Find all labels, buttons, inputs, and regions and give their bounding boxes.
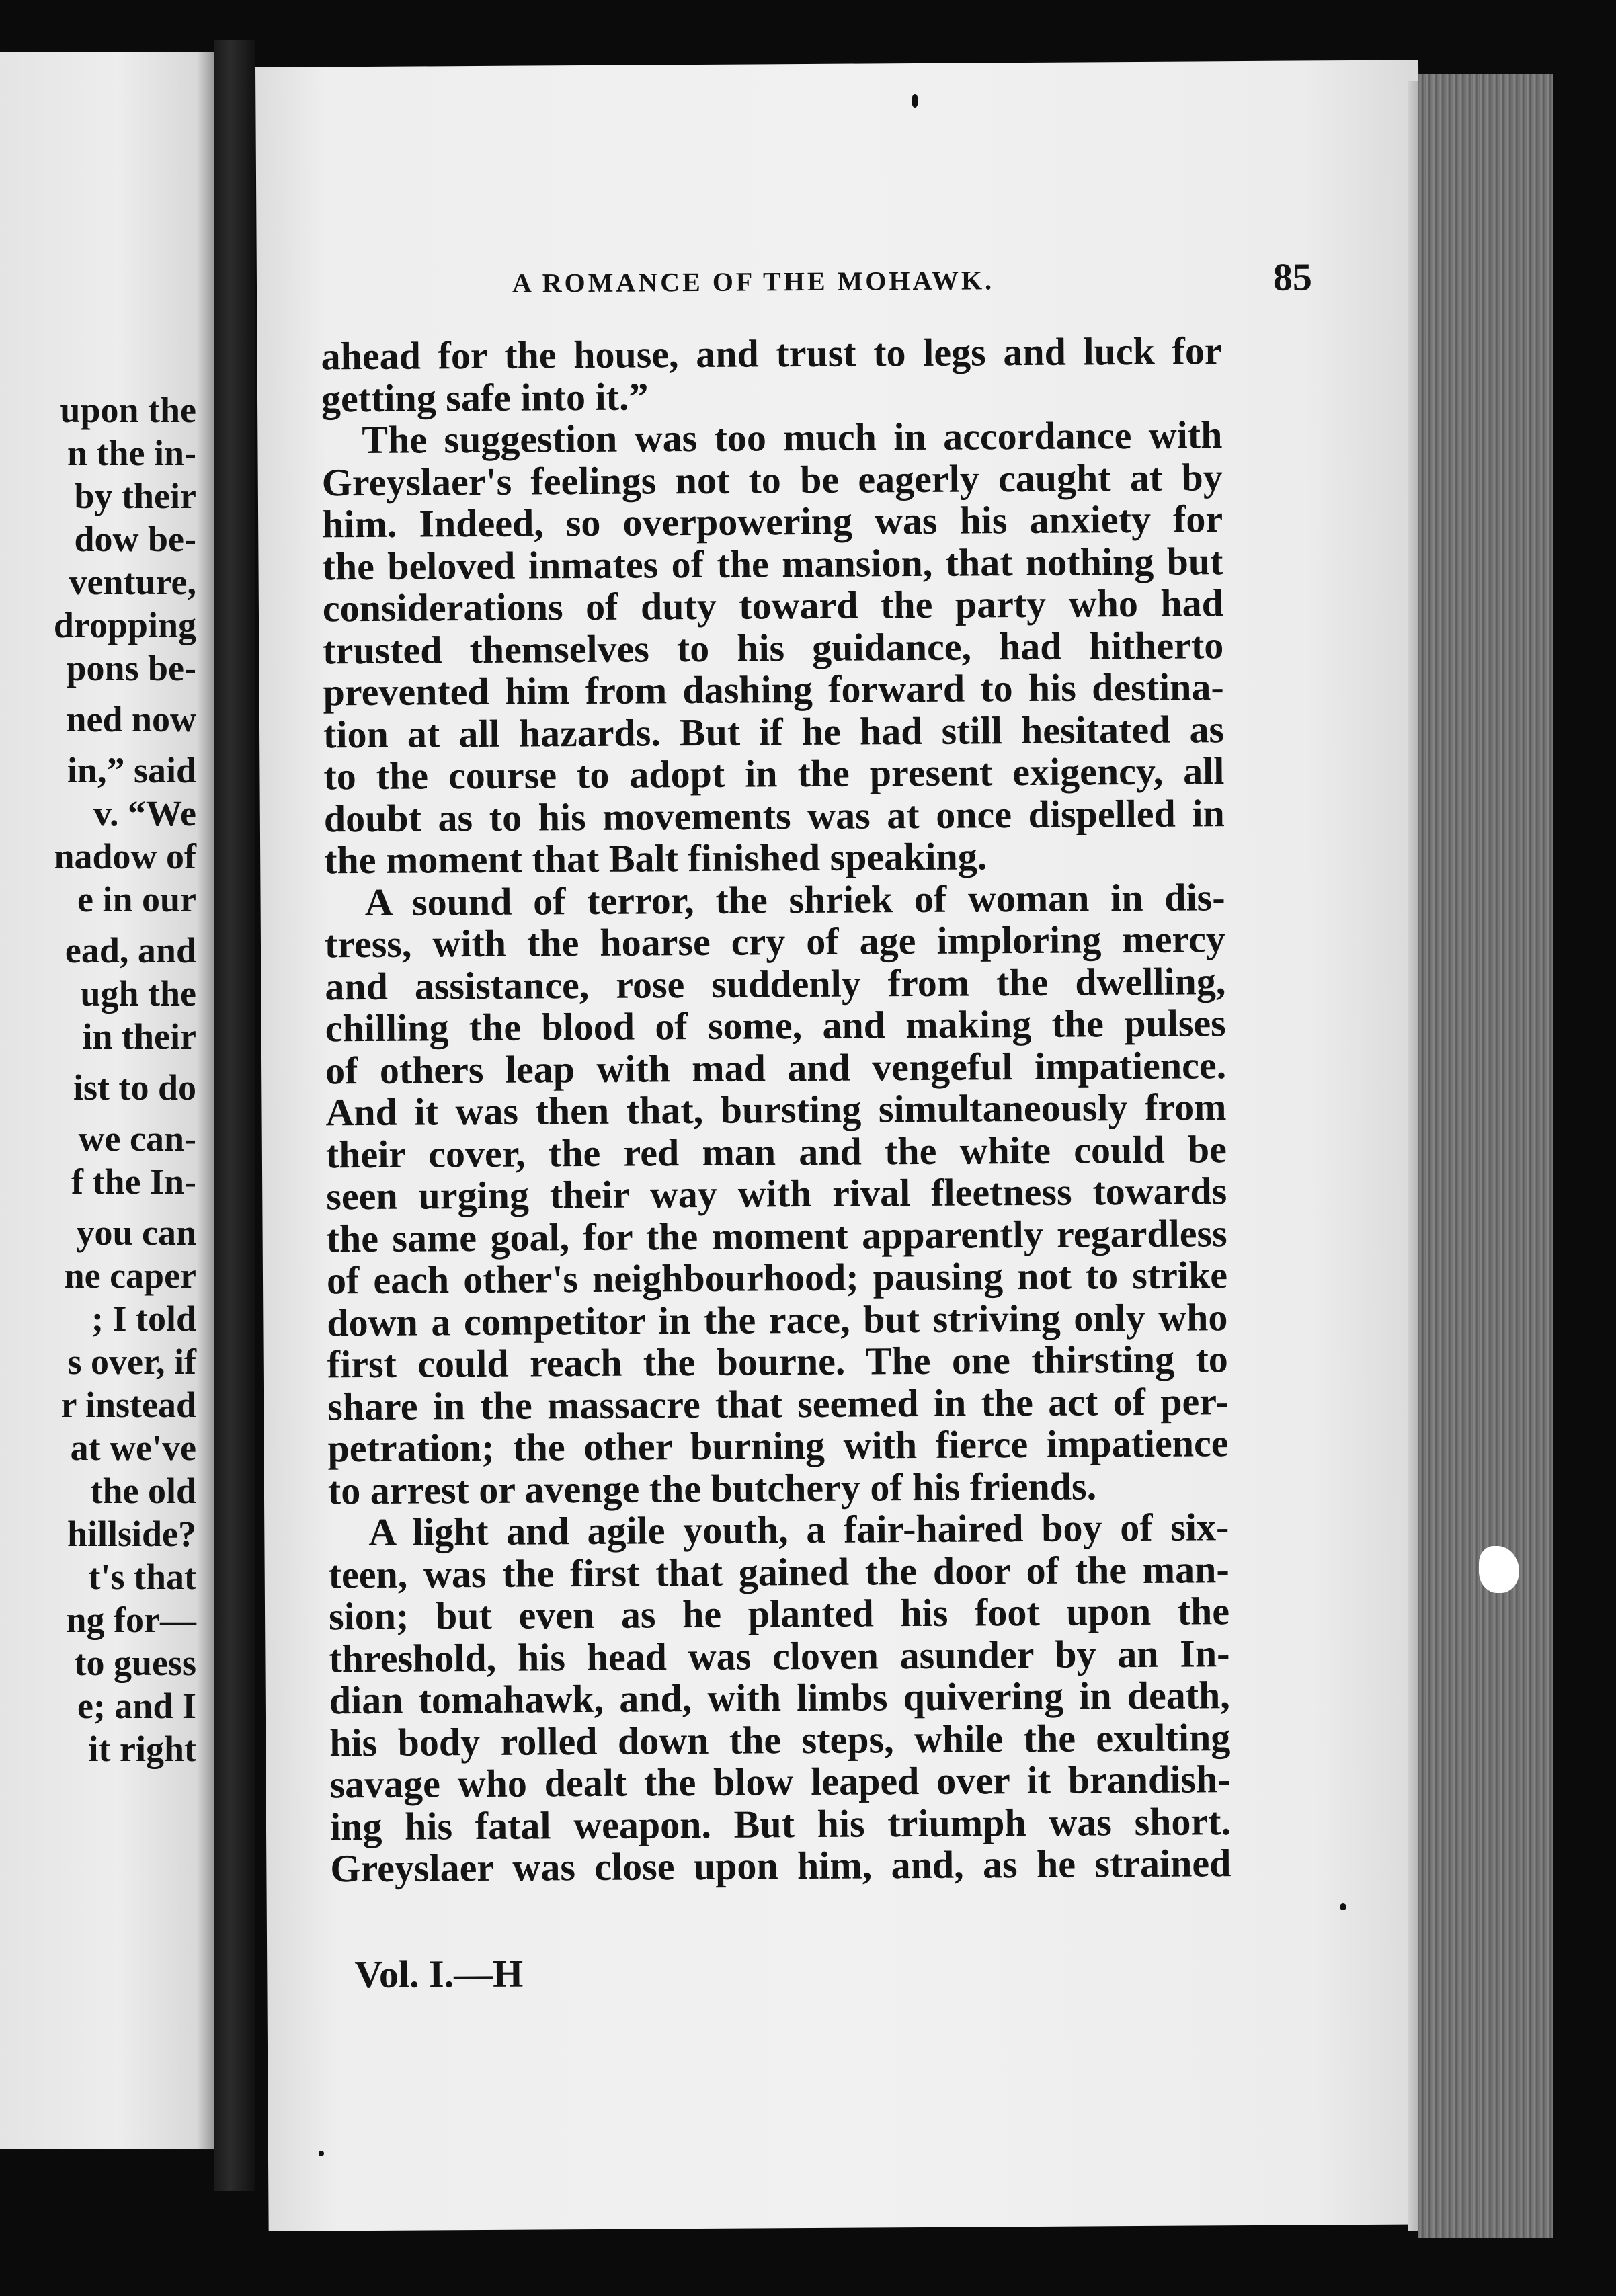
left-text-line: upon the [60,390,196,430]
left-text-line: e; and I [77,1686,196,1726]
body-text-line: And it was then that, bursting simultaneously from [325,1085,1227,1135]
left-text-line: venture, [69,562,196,602]
left-text-line: t's that [88,1557,196,1597]
left-text-line: dow be- [74,519,196,559]
body-text-line: trusted themselves to his guidance, had hitherto [323,622,1224,672]
body-text-line: to arrest or avenge the butchery of his friends. [327,1463,1097,1512]
left-text-line: ist to do [73,1067,196,1108]
body-text-line: seen urging their way with rival fleetness towards [326,1169,1227,1219]
body-text-line: the same goal, for the moment apparently regardless [326,1211,1227,1260]
body-text-line: dian tomahawk, and, with limbs quivering in death, [329,1673,1231,1723]
body-text-line: share in the massacre that seemed in the act of per- [327,1379,1229,1428]
ink-speck [912,94,918,108]
book-gutter [214,40,255,2191]
left-text-line: we can- [78,1118,196,1159]
left-text-line: nadow of [54,836,196,876]
left-text-line: ng for— [66,1600,196,1640]
left-text-line: ne caper [64,1256,196,1296]
left-text-line: to guess [74,1643,196,1683]
ink-speck [319,2151,324,2156]
ink-speck [1340,1903,1346,1910]
body-text-line: teen, was the first that gained the door of the man- [328,1547,1229,1596]
body-text-line: ahead for the house, and trust to legs and luck for [321,329,1222,378]
body-text-line: and assistance, rose suddenly from the dwelling, [325,958,1226,1008]
left-page-fragment [0,52,214,2149]
body-text-line: the beloved inmates of the mansion, that nothing but [322,538,1223,588]
body-text-line: chilling the blood of some, and making the pulses [325,1001,1226,1051]
left-text-line: r instead [60,1385,196,1425]
left-text-line: ; I told [91,1299,196,1339]
left-text-line: e in our [77,879,196,919]
left-text-line: hillside? [67,1514,196,1554]
left-page-text [54,388,196,1770]
left-text-line [54,1109,196,1117]
body-text-line: their cover, the red man and the white could be [325,1126,1227,1176]
left-text-line: at we've [70,1428,196,1468]
left-text-line: in,” said [67,750,196,790]
left-text-line: pons be- [66,648,196,688]
left-text-line: ugh the [80,973,196,1014]
left-text-line: it right [88,1729,196,1769]
body-text-line: doubt as to his movements was at once dispelled in [323,790,1225,840]
body-text-line: getting safe into it.” [321,374,649,420]
left-text-line: v. “We [93,793,196,833]
body-text-line: the moment that Balt finished speaking. [324,834,987,883]
body-text [321,330,1231,1890]
left-text-line: f the In- [71,1161,196,1202]
right-page [255,60,1432,2231]
left-text-line [54,741,196,749]
body-text-line: The suggestion was too much in accordance with [362,413,1223,462]
body-text-line: Greyslaer was close upon him, and, as he strained [330,1841,1231,1891]
left-text-line: you can [76,1213,196,1253]
running-head: A ROMANCE OF THE MOHAWK. [512,265,995,298]
body-text-line: Greyslaer's feelings not to be eagerly caught at by [321,454,1223,504]
left-text-line: in their [82,1016,196,1057]
signature-mark: Vol. I.—H [354,1951,524,1997]
left-text-line: the old [90,1471,196,1511]
left-text-line: dropping [53,605,196,645]
body-text-line: savage who dealt the blow leaped over it brandish- [329,1757,1231,1807]
body-text-line: prevented him from dashing forward to his destina- [323,665,1224,714]
body-text-line: of others leap with mad and vengeful impatience. [325,1042,1227,1092]
body-text-line: tress, with the hoarse cry of age imploring mercy [324,917,1226,967]
body-text-line: first could reach the bourne. The one thirsting to [327,1337,1228,1387]
page-edges [1418,74,1553,2238]
body-text-line: petration; the other burning with fierce impatience [327,1421,1229,1471]
left-text-line: ned now [66,699,196,739]
body-text-line: A light and agile youth, a fair-haired boy of six- [368,1505,1229,1555]
body-text-line: of each other's neighbourhood; pausing not to strike [326,1253,1228,1303]
body-text-line: sion; but even as he planted his foot upon the [328,1589,1230,1639]
left-text-line [54,921,196,929]
left-text-line: ead, and [65,930,196,971]
body-text-line: ing his fatal weapon. But his triumph was short. [329,1799,1231,1848]
left-text-line: s over, if [67,1342,196,1382]
left-text-line: by their [74,476,196,516]
body-text-line: down a competitor in the race, but striving only who [327,1295,1228,1344]
left-text-line [54,1203,196,1211]
body-text-line: A sound of terror, the shriek of woman in dis- [364,874,1225,924]
left-text-line [54,690,196,698]
body-text-line: him. Indeed, so overpowering was his anxiety for [321,497,1223,546]
body-text-line: to the course to adopt in the present exigency, all [323,749,1225,798]
body-text-line: tion at all hazards. But if he had still hesitated as [323,706,1225,756]
body-text-line: threshold, his head was cloven asunder by an In- [329,1631,1230,1680]
body-text-line: his body rolled down the steps, while the exulting [329,1715,1231,1764]
left-text-line: n the in- [67,433,196,473]
body-text-line: considerations of duty toward the party who had [322,581,1224,630]
left-text-line [54,1058,196,1066]
page-number: 85 [1272,255,1313,299]
